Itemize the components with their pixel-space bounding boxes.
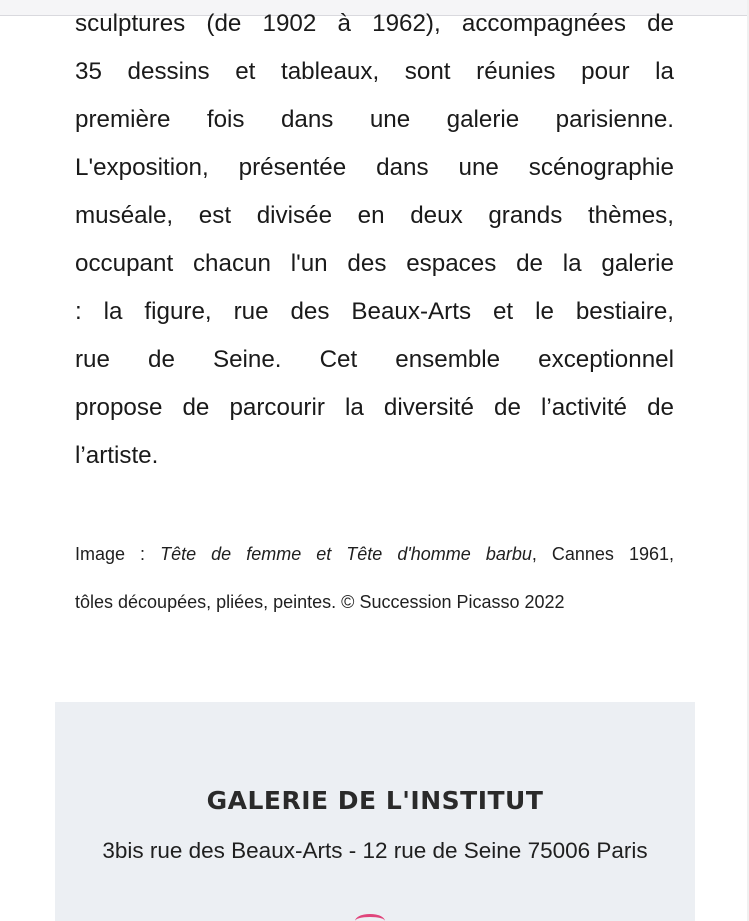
paragraph-line: 35 dessins et tableaux, sont réunies pour la — [75, 58, 674, 85]
paragraph-line: L'exposition, présentée dans une scénographie — [75, 154, 674, 181]
gallery-info-box — [55, 702, 695, 921]
paragraph-line: propose de parcourir la diversité de l’activité de — [75, 394, 674, 421]
gallery-name: GALERIE DE L'INSTITUT — [206, 786, 544, 815]
caption-prefix: Image : — [75, 544, 161, 564]
paragraph-line: première fois dans une galerie parisienne. — [75, 106, 674, 133]
paragraph-line: rue de Seine. Cet ensemble exceptionnel — [75, 346, 674, 373]
paragraph-line: : la figure, rue des Beaux-Arts et le bestiaire, — [75, 298, 674, 325]
paragraph-line: muséale, est divisée en deux grands thèmes, — [75, 202, 674, 229]
paragraph-line: sculptures (de 1902 à 1962), accompagnées de — [75, 10, 674, 37]
caption-details: , Cannes 1961, — [531, 544, 675, 564]
paragraph-line: l’artiste. — [75, 442, 159, 469]
caption-artwork-title: Tête de femme et Tête d'homme barbu — [160, 544, 532, 564]
caption-line-2: tôles découpées, pliées, peintes. © Succession Picasso 2022 — [75, 592, 565, 612]
accent-arc-icon — [355, 914, 385, 921]
paragraph-line: occupant chacun l'un des espaces de la galerie — [75, 250, 674, 277]
gallery-address: 3bis rue des Beaux-Arts - 12 rue de Seine 75006 Paris — [102, 838, 648, 863]
caption-line-1 — [75, 530, 674, 578]
